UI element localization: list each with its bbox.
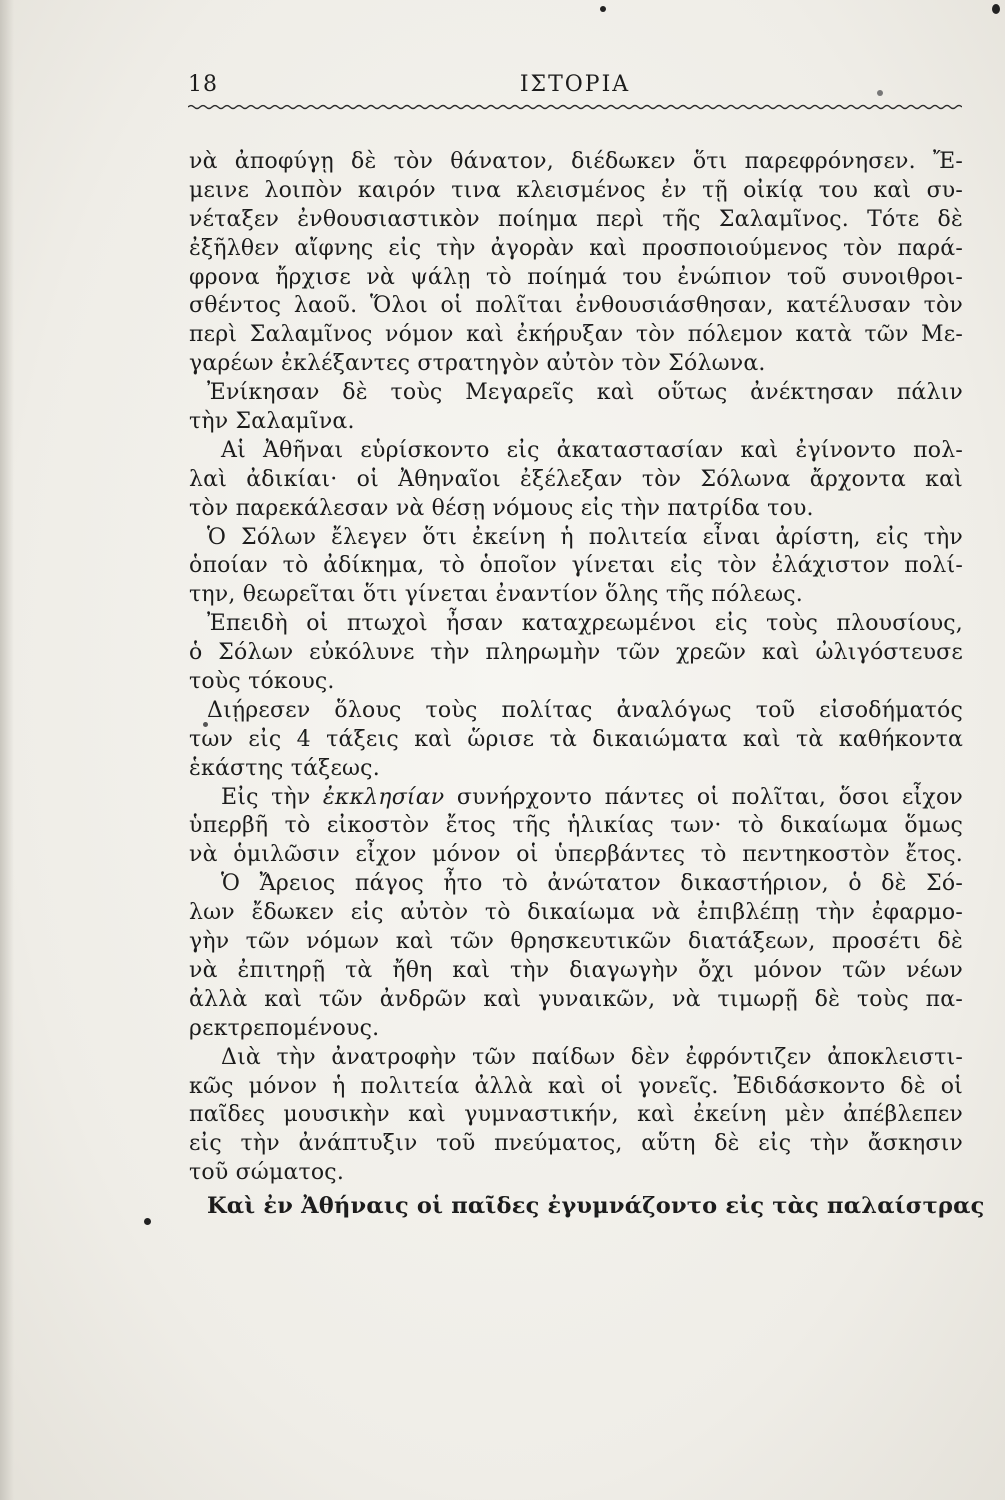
text-line: νὰ ἐπιτηρῇ τὰ ἤθη καὶ τὴν διαγωγὴν ὄχι μόνον τῶν νέων <box>189 957 963 983</box>
text-line: Καὶ ἐν Ἀθήναις οἱ παῖδες ἐγυμνάζοντο εἰς τὰς παλαίστρας <box>207 1193 985 1220</box>
text-line: ὁ Σόλων εὐκόλυνε τὴν πληρωμὴν τῶν χρεῶν καὶ ὠλιγόστευσε <box>189 640 963 666</box>
text-line: νέταξεν ἐνθουσιαστικὸν ποίημα περὶ τῆς Σαλαμῖνος. Τότε δὲ <box>189 206 963 232</box>
page-number: 18 <box>188 72 218 97</box>
text-line: νὰ ἀποφύγῃ δὲ τὸν θάνατον, διέδωκεν ὅτι παρεφρόνησεν. Ἔ- <box>189 149 963 174</box>
text-line: ἑκάστης τάξεως. <box>189 755 380 781</box>
text-line: γαρέων ἐκλέξαντες στρατηγὸν αὐτὸν τὸν Σόλωνα. <box>189 351 766 377</box>
page-edge-shadow <box>0 0 14 1500</box>
text-span: συνήρχοντο πάντες οἱ πολῖται, ὅσοι εἶχον <box>456 784 963 810</box>
body-text <box>189 148 985 1221</box>
text-line: ἀλλὰ καὶ τῶν ἀνδρῶν καὶ γυναικῶν, νὰ τιμωρῇ δὲ τοὺς πα- <box>189 986 963 1012</box>
text-line: τὸν παρεκάλεσαν νὰ θέσῃ νόμους εἰς τὴν πατρίδα του. <box>189 495 814 521</box>
text-line: Διῄρεσεν ὅλους τοὺς πολίτας ἀναλόγως τοῦ εἰσοδήματός <box>207 697 963 723</box>
text-line: περὶ Σαλαμῖνος νόμον καὶ ἐκήρυξαν τὸν πόλεμον κατὰ τῶν Με- <box>189 322 963 348</box>
text-line: νὰ ὁμιλῶσιν εἶχον μόνον οἱ ὑπερβάντες τὸ πεντηκοστὸν ἔτος. <box>189 842 963 868</box>
text-line: ὑπερβῆ τὸ εἰκοστὸν ἔτος τῆς ἡλικίας των· τὸ δικαίωμα ὅμως <box>189 813 963 839</box>
text-line: τὴν Σαλαμῖνα. <box>189 409 355 435</box>
italic-term: ἐκκλησίαν <box>322 784 445 810</box>
text-line: λαὶ ἀδικίαι· οἱ Ἀθηναῖοι ἐξέλεξαν τὸν Σόλωνα ἄρχοντα καὶ <box>189 466 963 492</box>
text-line: Ἐνίκησαν δὲ τοὺς Μεγαρεῖς καὶ οὕτως ἀνέκτησαν πάλιν <box>207 380 963 406</box>
text-line: παῖδες μουσικὴν καὶ γυμναστικήν, καὶ ἐκείνη μὲν ἀπέβλεπεν <box>189 1102 963 1128</box>
header-wavy-rule <box>188 103 962 111</box>
text-span: Εἰς τὴν <box>221 784 311 810</box>
text-line: τοῦ σώματος. <box>189 1160 345 1186</box>
text-line: ὁποίαν τὸ ἀδίκημα, τὸ ὁποῖον γίνεται εἰς τὸν ἐλάχιστον πολί- <box>189 553 963 579</box>
text-line: των εἰς 4 τάξεις καὶ ὥρισε τὰ δικαιώματα καὶ τὰ καθήκοντα <box>189 726 963 752</box>
text-line: Διὰ τὴν ἀνατροφὴν τῶν παίδων δὲν ἐφρόντιζεν ἀποκλειστι- <box>221 1044 963 1070</box>
ink-speck <box>992 4 1000 14</box>
text-line: μεινε λοιπὸν καιρόν τινα κλεισμένος ἐν τῇ οἰκίᾳ του καὶ συ- <box>189 177 963 203</box>
page-header <box>188 72 962 106</box>
text-line: Αἱ Ἀθῆναι εὑρίσκοντο εἰς ἀκαταστασίαν καὶ ἐγίνοντο πολ- <box>221 437 963 463</box>
text-line <box>189 784 963 813</box>
text-line: Ὁ Ἄρειος πάγος ἦτο τὸ ἀνώτατον δικαστήριον, ὁ δὲ Σό- <box>221 871 963 897</box>
text-line: σθέντος λαοῦ. Ὅλοι οἱ πολῖται ἐνθουσιάσθησαν, κατέλυσαν τὸν <box>189 293 963 319</box>
text-line: φρονα ἤρχισε νὰ ψάλῃ τὸ ποίημά του ἐνώπιον τοῦ συνοιθροι- <box>189 264 963 290</box>
text-line: Ἐπειδὴ οἱ πτωχοὶ ἦσαν καταχρεωμένοι εἰς τοὺς πλουσίους, <box>207 611 963 637</box>
text-line: γὴν τῶν νόμων καὶ τῶν θρησκευτικῶν διατάξεων, προσέτι δὲ <box>189 929 963 955</box>
text-line: εἰς τὴν ἀνάπτυξιν τοῦ πνεύματος, αὕτη δὲ εἰς τὴν ἄσκησιν <box>189 1131 963 1157</box>
text-line: τοὺς τόκους. <box>189 669 335 695</box>
running-title: ΙΣΤΟΡΙΑ <box>519 72 631 97</box>
text-line: ἐξῆλθεν αἴφνης εἰς τὴν ἀγορὰν καὶ προσποιούμενος τὸν παρά- <box>189 235 963 261</box>
text-line: ρεκτρεπομένους. <box>189 1015 380 1041</box>
text-line: Ὁ Σόλων ἔλεγεν ὅτι ἐκείνη ἡ πολιτεία εἶναι ἀρίστη, εἰς τὴν <box>207 524 963 550</box>
text-line: την, θεωρεῖται ὅτι γίνεται ἐναντίον ὅλης τῆς πόλεως. <box>189 582 803 608</box>
ink-speck <box>144 1218 151 1225</box>
text-line: λων ἔδωκεν εἰς αὐτὸν τὸ δικαίωμα νὰ ἐπιβλέπῃ τὴν ἐφαρμο- <box>189 900 963 926</box>
ink-speck <box>600 6 606 12</box>
text-line: κῶς μόνον ἡ πολιτεία ἀλλὰ καὶ οἱ γονεῖς. Ἐδιδάσκοντο δὲ οἱ <box>189 1073 963 1099</box>
